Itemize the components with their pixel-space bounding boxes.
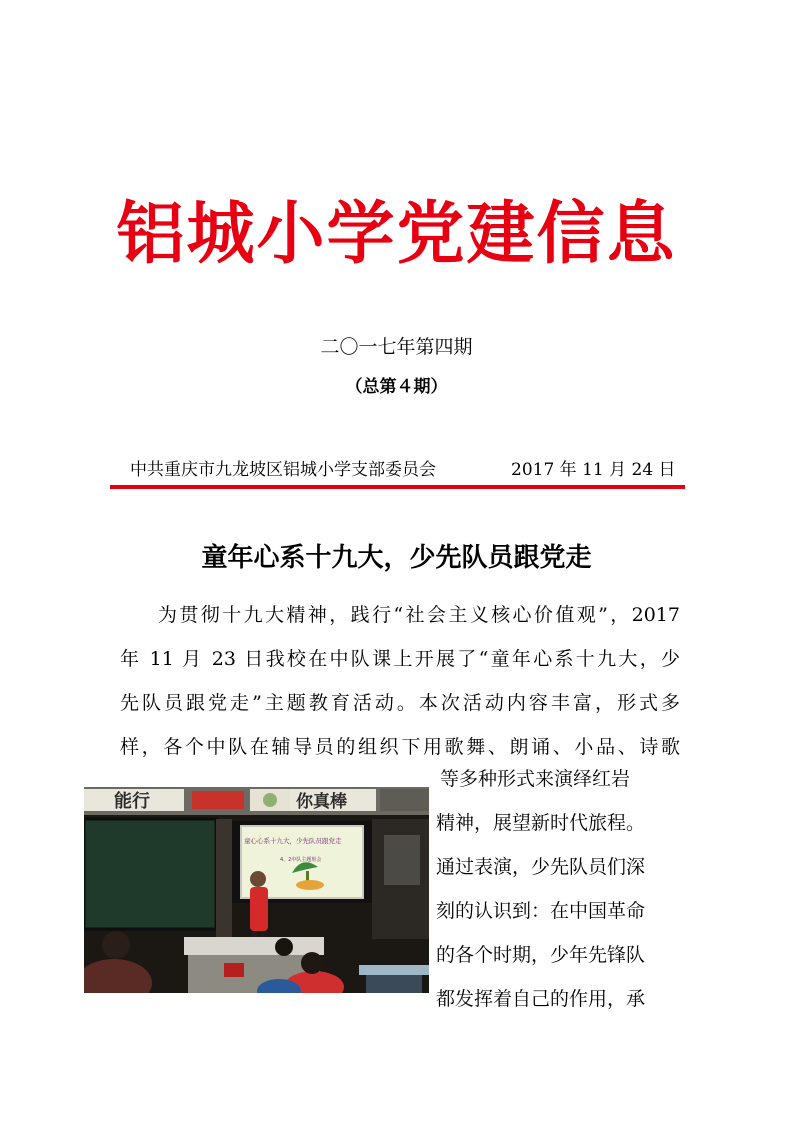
article-body-beside-photo <box>436 757 680 1021</box>
classroom-photo <box>84 787 429 993</box>
total-issue-number: （总第４期） <box>345 377 448 397</box>
publisher-org: 中共重庆市九龙坡区铝城小学支部委员会 <box>130 460 436 480</box>
paragraph-line: 通过表演，少先队员们深 <box>436 856 646 878</box>
paragraph-line: 等多种形式来演绎红岩 <box>440 768 631 790</box>
publish-date: 2017 年 11 月 24 日 <box>511 460 676 480</box>
article-headline: 童年心系十九大，少先队员跟党走 <box>201 543 592 573</box>
banner-left-text: 能行 <box>114 791 150 812</box>
screen-title-text: 童心心系十九大，少先队员跟党走 <box>244 837 342 845</box>
issue-number: 二〇一七年第四期 <box>320 336 473 358</box>
paragraph-line: 年 11 月 23 日我校在中队课上开展了“童年心系十九大，少 <box>120 648 680 670</box>
paragraph-line: 都发挥着自己的作用，承 <box>436 988 646 1010</box>
screen-subtitle-text: 4、2中队主题班会 <box>280 857 322 863</box>
banner-right-text: 你真棒 <box>296 792 347 812</box>
paragraph-line: 为贯彻十九大精神，践行“社会主义核心价值观”，2017 <box>158 604 680 626</box>
paragraph-line: 先队员跟党走”主题教育活动。本次活动内容丰富，形式多 <box>120 692 680 714</box>
paragraph-line: 样，各个中队在辅导员的组织下用歌舞、朗诵、小品、诗歌 <box>120 736 680 758</box>
article-body-full-width <box>120 593 680 769</box>
paragraph-line: 刻的认识到：在中国革命 <box>436 900 646 922</box>
paragraph-line: 精神，展望新时代旅程。 <box>436 812 646 834</box>
newsletter-masthead: 铝城小学党建信息 <box>116 194 677 274</box>
paragraph-line: 的各个时期，少年先锋队 <box>436 944 646 966</box>
header-divider <box>110 485 685 489</box>
